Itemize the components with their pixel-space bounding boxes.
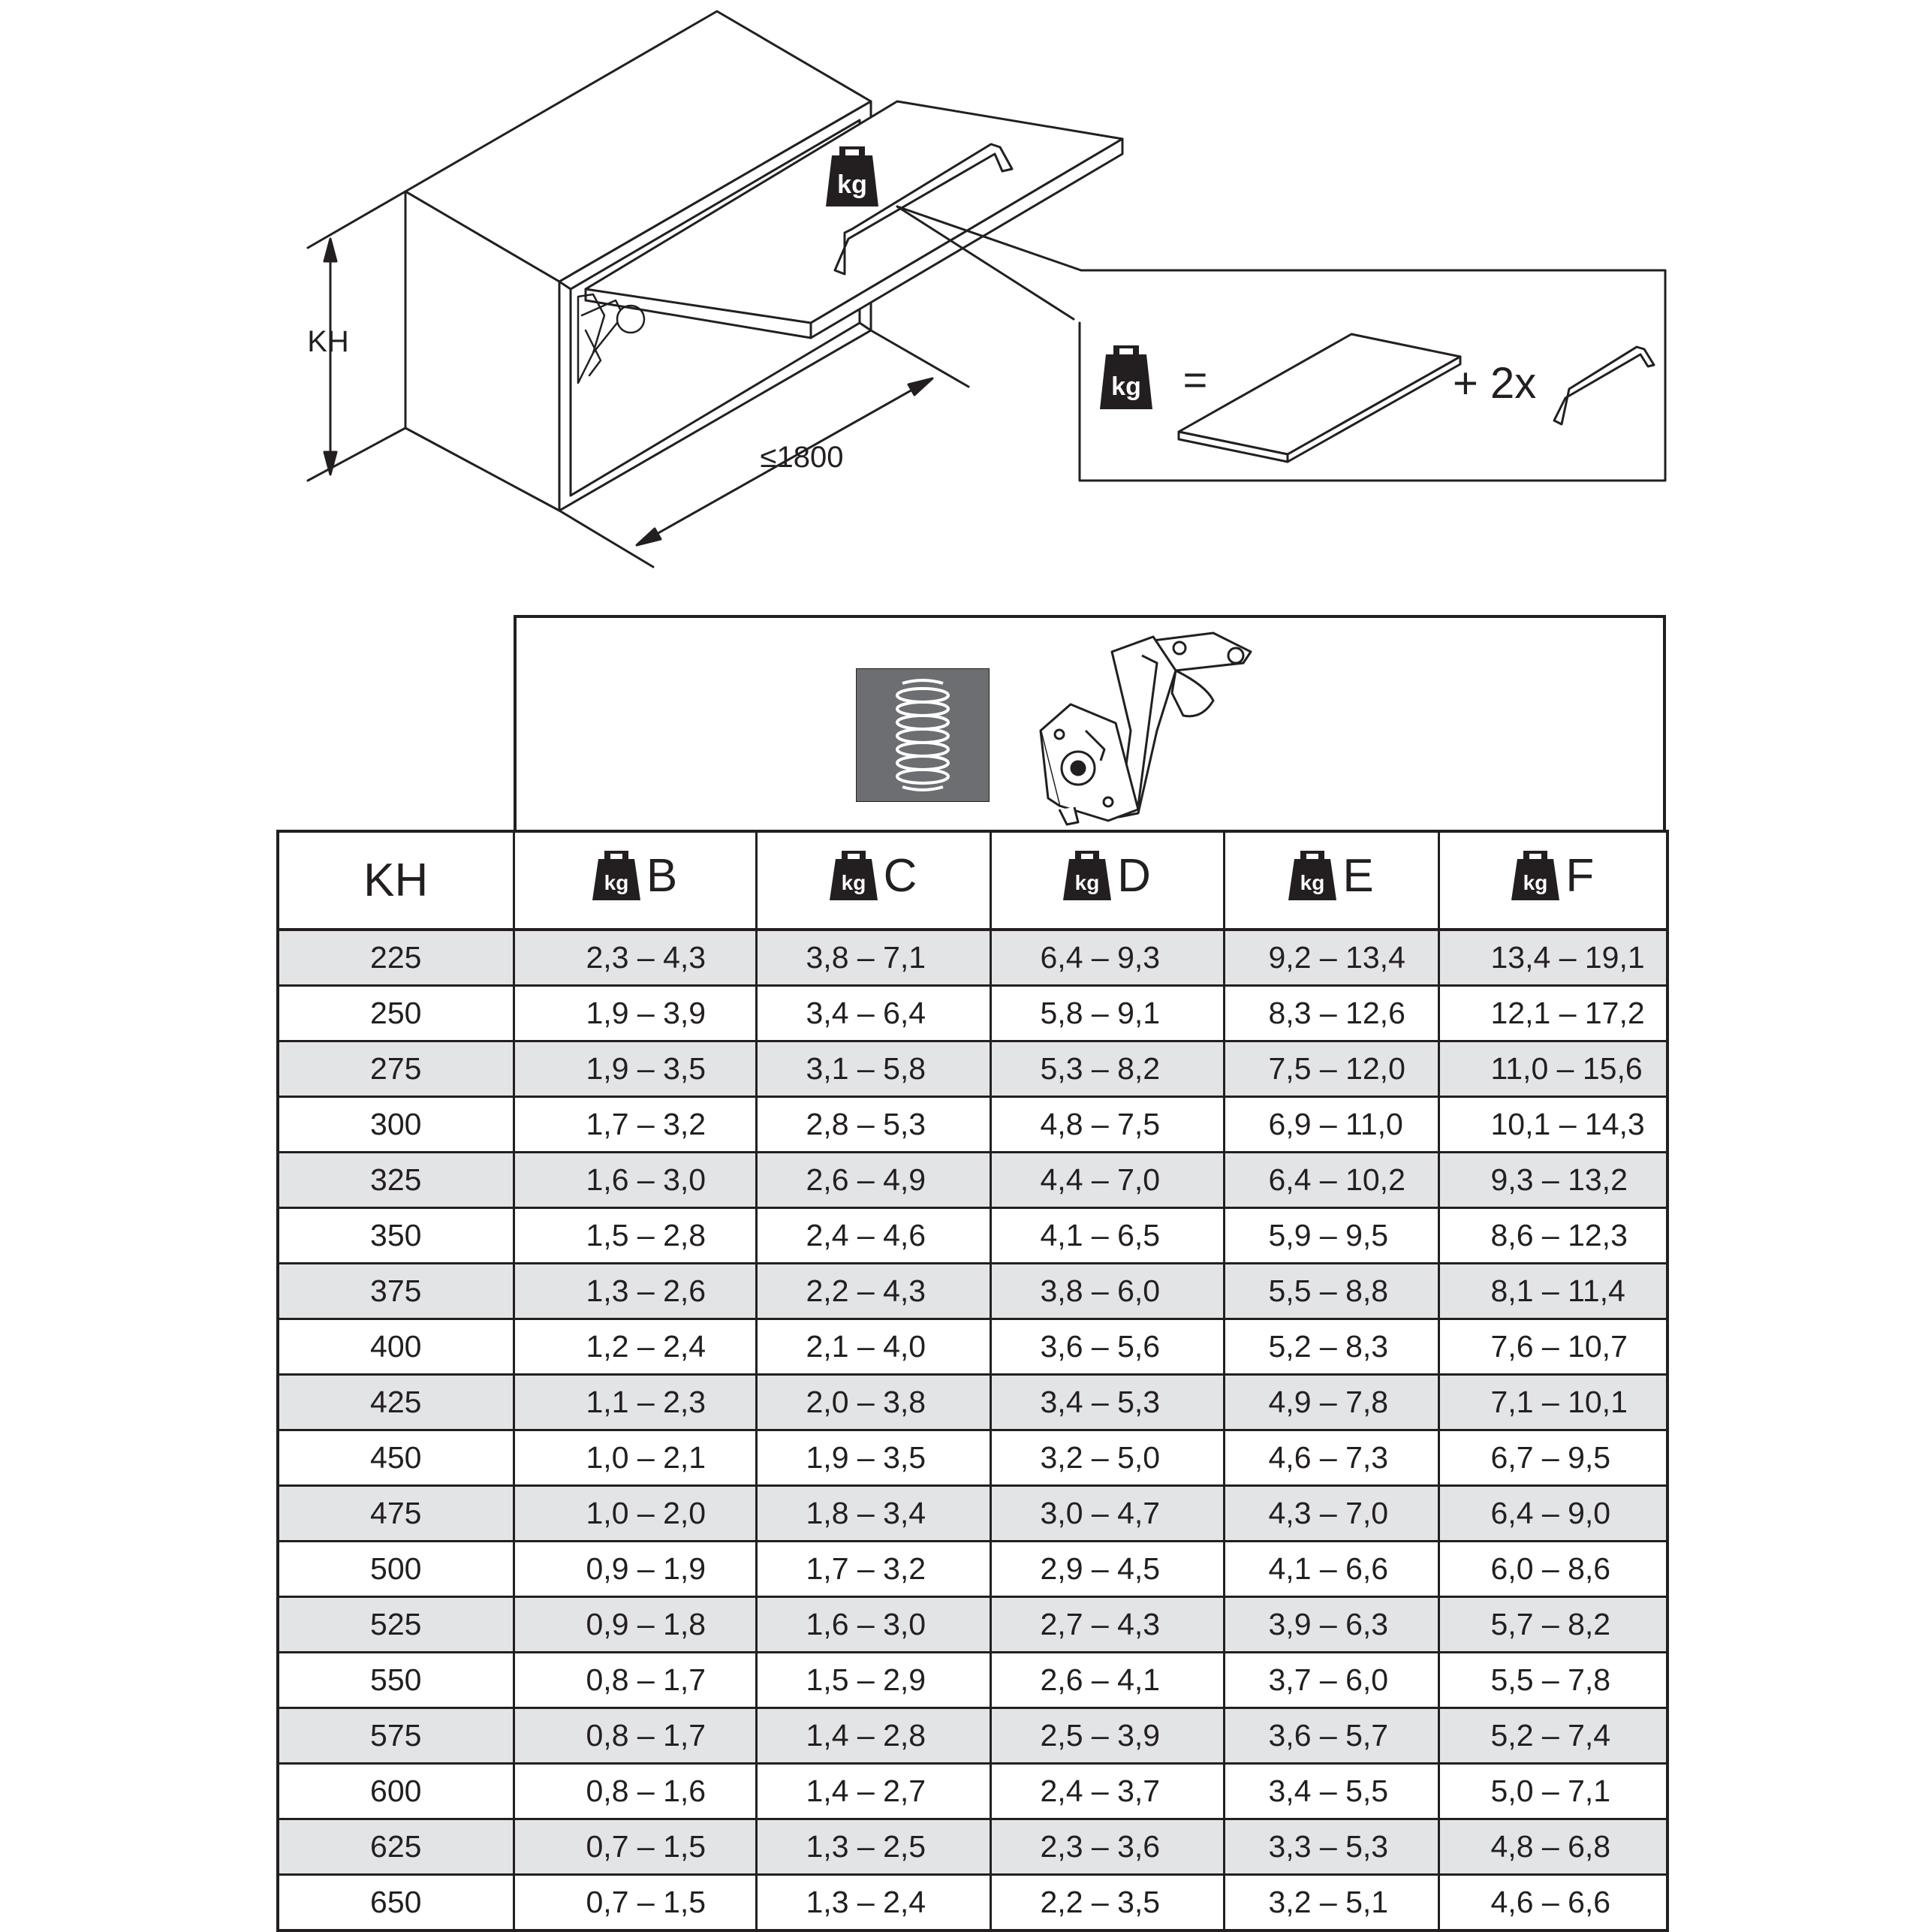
cell-d: 2,5 – 3,9 (990, 1708, 1224, 1764)
cell-f: 11,0 – 15,6 (1438, 1041, 1667, 1097)
cell-d: 3,8 – 6,0 (990, 1264, 1224, 1319)
cell-c: 1,3 – 2,5 (756, 1819, 990, 1875)
cell-f: 6,7 – 9,5 (1438, 1430, 1667, 1486)
cell-c: 2,4 – 4,6 (756, 1208, 990, 1264)
cell-b: 0,7 – 1,5 (514, 1819, 756, 1875)
cell-d: 2,4 – 3,7 (990, 1764, 1224, 1819)
table-row (278, 1264, 1667, 1319)
cell-c: 2,8 – 5,3 (756, 1097, 990, 1153)
cell-c: 1,5 – 2,9 (756, 1653, 990, 1708)
cell-c: 1,9 – 3,5 (756, 1430, 990, 1486)
cell-e: 7,5 – 12,0 (1224, 1041, 1438, 1097)
lift-fitting-icon (1026, 618, 1296, 832)
table-row (278, 1375, 1667, 1430)
cell-b: 0,9 – 1,9 (514, 1542, 756, 1597)
cell-kh: 600 (278, 1764, 514, 1819)
cell-e: 3,3 – 5,3 (1224, 1819, 1438, 1875)
cell-kh: 275 (278, 1041, 514, 1097)
cell-b: 1,0 – 2,0 (514, 1486, 756, 1542)
cell-b: 0,8 – 1,7 (514, 1653, 756, 1708)
cell-c: 1,8 – 3,4 (756, 1486, 990, 1542)
cell-d: 3,6 – 5,6 (990, 1319, 1224, 1375)
cell-e: 4,6 – 7,3 (1224, 1430, 1438, 1486)
cell-d: 4,4 – 7,0 (990, 1153, 1224, 1208)
cell-f: 8,6 – 12,3 (1438, 1208, 1667, 1264)
panel-icon (1179, 334, 1460, 462)
table-row (278, 1542, 1667, 1597)
cell-f: 4,6 – 6,6 (1438, 1875, 1667, 1931)
cell-kh: 625 (278, 1819, 514, 1875)
cell-d: 4,1 – 6,5 (990, 1208, 1224, 1264)
cell-kh: 425 (278, 1375, 514, 1430)
cell-e: 5,9 – 9,5 (1224, 1208, 1438, 1264)
header-c: kg C (756, 831, 990, 930)
cell-c: 1,6 – 3,0 (756, 1597, 990, 1653)
cell-kh: 300 (278, 1097, 514, 1153)
cell-e: 6,9 – 11,0 (1224, 1097, 1438, 1153)
cell-f: 6,4 – 9,0 (1438, 1486, 1667, 1542)
cell-f: 8,1 – 11,4 (1438, 1264, 1667, 1319)
cell-b: 1,1 – 2,3 (514, 1375, 756, 1430)
cell-kh: 575 (278, 1708, 514, 1764)
cell-e: 5,5 – 8,8 (1224, 1264, 1438, 1319)
cell-c: 1,4 – 2,8 (756, 1708, 990, 1764)
table-row (278, 1486, 1667, 1542)
cell-f: 5,2 – 7,4 (1438, 1708, 1667, 1764)
cell-e: 6,4 – 10,2 (1224, 1153, 1438, 1208)
svg-text:kg: kg (837, 170, 867, 199)
cell-b: 2,3 – 4,3 (514, 930, 756, 986)
cell-e: 3,6 – 5,7 (1224, 1708, 1438, 1764)
svg-text:kg: kg (1111, 372, 1141, 401)
cell-kh: 650 (278, 1875, 514, 1931)
cell-kh: 550 (278, 1653, 514, 1708)
cell-f: 9,3 – 13,2 (1438, 1153, 1667, 1208)
cell-kh: 325 (278, 1153, 514, 1208)
header-f: kg F (1438, 831, 1667, 930)
table-row (278, 930, 1667, 986)
cell-d: 3,4 – 5,3 (990, 1375, 1224, 1430)
table-body (278, 930, 1667, 1930)
cell-c: 3,1 – 5,8 (756, 1041, 990, 1097)
header-d: kg D (990, 831, 1224, 930)
cell-e: 4,9 – 7,8 (1224, 1375, 1438, 1430)
cell-kh: 350 (278, 1208, 514, 1264)
cell-kh: 475 (278, 1486, 514, 1542)
cell-kh: 375 (278, 1264, 514, 1319)
kg-weight-icon (830, 851, 878, 900)
equation-equals: = (1182, 356, 1208, 403)
cell-kh: 450 (278, 1430, 514, 1486)
cell-c: 2,1 – 4,0 (756, 1319, 990, 1375)
cell-f: 5,5 – 7,8 (1438, 1653, 1667, 1708)
cell-c: 2,6 – 4,9 (756, 1153, 990, 1208)
cell-f: 5,0 – 7,1 (1438, 1764, 1667, 1819)
table-row (278, 1430, 1667, 1486)
cell-b: 1,5 – 2,8 (514, 1208, 756, 1264)
cell-b: 1,0 – 2,1 (514, 1430, 756, 1486)
cell-c: 2,2 – 4,3 (756, 1264, 990, 1319)
kg-weight-icon-callout (1100, 345, 1152, 409)
table-row (278, 1653, 1667, 1708)
table-row (278, 1041, 1667, 1097)
table-row (278, 1597, 1667, 1653)
cell-d: 5,8 – 9,1 (990, 986, 1224, 1041)
cell-b: 1,3 – 2,6 (514, 1264, 756, 1319)
cell-c: 1,7 – 3,2 (756, 1542, 990, 1597)
equation-plus-two: + 2x (1453, 359, 1537, 408)
cell-b: 1,2 – 2,4 (514, 1319, 756, 1375)
cell-e: 4,1 – 6,6 (1224, 1542, 1438, 1597)
cell-kh: 225 (278, 930, 514, 986)
table-row (278, 1153, 1667, 1208)
header-b: kg B (514, 831, 756, 930)
fitting-header-box (514, 615, 1666, 830)
cell-kh: 500 (278, 1542, 514, 1597)
cell-c: 2,0 – 3,8 (756, 1375, 990, 1430)
cell-b: 1,9 – 3,9 (514, 986, 756, 1041)
callout-handle-icon (1554, 347, 1654, 424)
cell-d: 4,8 – 7,5 (990, 1097, 1224, 1153)
cell-e: 3,9 – 6,3 (1224, 1597, 1438, 1653)
cell-c: 1,3 – 2,4 (756, 1875, 990, 1931)
cell-e: 5,2 – 8,3 (1224, 1319, 1438, 1375)
cell-f: 7,1 – 10,1 (1438, 1375, 1667, 1430)
table-row (278, 1819, 1667, 1875)
kg-weight-icon (1288, 851, 1336, 900)
cell-b: 1,6 – 3,0 (514, 1153, 756, 1208)
cell-b: 0,8 – 1,6 (514, 1764, 756, 1819)
cell-d: 2,3 – 3,6 (990, 1819, 1224, 1875)
svg-text:kg: kg (1523, 871, 1548, 895)
table-row (278, 1097, 1667, 1153)
kg-weight-icon (826, 146, 878, 206)
load-table (276, 830, 1669, 1932)
width-dimension-label: ≤1800 (760, 441, 844, 474)
cell-f: 12,1 – 17,2 (1438, 986, 1667, 1041)
cell-b: 0,9 – 1,8 (514, 1597, 756, 1653)
kg-weight-icon (1063, 851, 1111, 900)
svg-text:kg: kg (1074, 871, 1100, 895)
cell-b: 1,7 – 3,2 (514, 1097, 756, 1153)
cell-f: 7,6 – 10,7 (1438, 1319, 1667, 1375)
header-kh: KH (278, 831, 514, 930)
cell-e: 9,2 – 13,4 (1224, 930, 1438, 986)
table-header-row (278, 831, 1667, 930)
kg-weight-icon (1511, 851, 1559, 900)
cell-f: 4,8 – 6,8 (1438, 1819, 1667, 1875)
cell-f: 13,4 – 19,1 (1438, 930, 1667, 986)
cell-b: 0,8 – 1,7 (514, 1708, 756, 1764)
cell-b: 1,9 – 3,5 (514, 1041, 756, 1097)
cell-c: 3,4 – 6,4 (756, 986, 990, 1041)
cell-e: 8,3 – 12,6 (1224, 986, 1438, 1041)
cell-d: 2,7 – 4,3 (990, 1597, 1224, 1653)
cell-d: 3,2 – 5,0 (990, 1430, 1224, 1486)
header-e: kg E (1224, 831, 1438, 930)
cell-kh: 250 (278, 986, 514, 1041)
spring-icon (856, 668, 990, 802)
table-row (278, 986, 1667, 1041)
cell-f: 5,7 – 8,2 (1438, 1597, 1667, 1653)
cell-d: 5,3 – 8,2 (990, 1041, 1224, 1097)
svg-text:kg: kg (604, 871, 629, 895)
cell-d: 3,0 – 4,7 (990, 1486, 1224, 1542)
cell-b: 0,7 – 1,5 (514, 1875, 756, 1931)
cell-d: 2,9 – 4,5 (990, 1542, 1224, 1597)
table-row (278, 1319, 1667, 1375)
table-row (278, 1764, 1667, 1819)
cabinet-diagram (0, 0, 1922, 601)
cell-c: 1,4 – 2,7 (756, 1764, 990, 1819)
cell-kh: 400 (278, 1319, 514, 1375)
cell-e: 3,4 – 5,5 (1224, 1764, 1438, 1819)
cell-d: 2,6 – 4,1 (990, 1653, 1224, 1708)
cell-e: 4,3 – 7,0 (1224, 1486, 1438, 1542)
cell-e: 3,7 – 6,0 (1224, 1653, 1438, 1708)
kg-weight-icon (592, 851, 640, 900)
cell-c: 3,8 – 7,1 (756, 930, 990, 986)
cell-kh: 525 (278, 1597, 514, 1653)
cell-f: 6,0 – 8,6 (1438, 1542, 1667, 1597)
svg-text:kg: kg (841, 871, 866, 895)
table-row (278, 1708, 1667, 1764)
table-row (278, 1208, 1667, 1264)
cell-d: 2,2 – 3,5 (990, 1875, 1224, 1931)
svg-text:kg: kg (1300, 871, 1325, 895)
kh-dimension-label: KH (307, 325, 349, 358)
cell-f: 10,1 – 14,3 (1438, 1097, 1667, 1153)
cell-e: 3,2 – 5,1 (1224, 1875, 1438, 1931)
cell-d: 6,4 – 9,3 (990, 930, 1224, 986)
